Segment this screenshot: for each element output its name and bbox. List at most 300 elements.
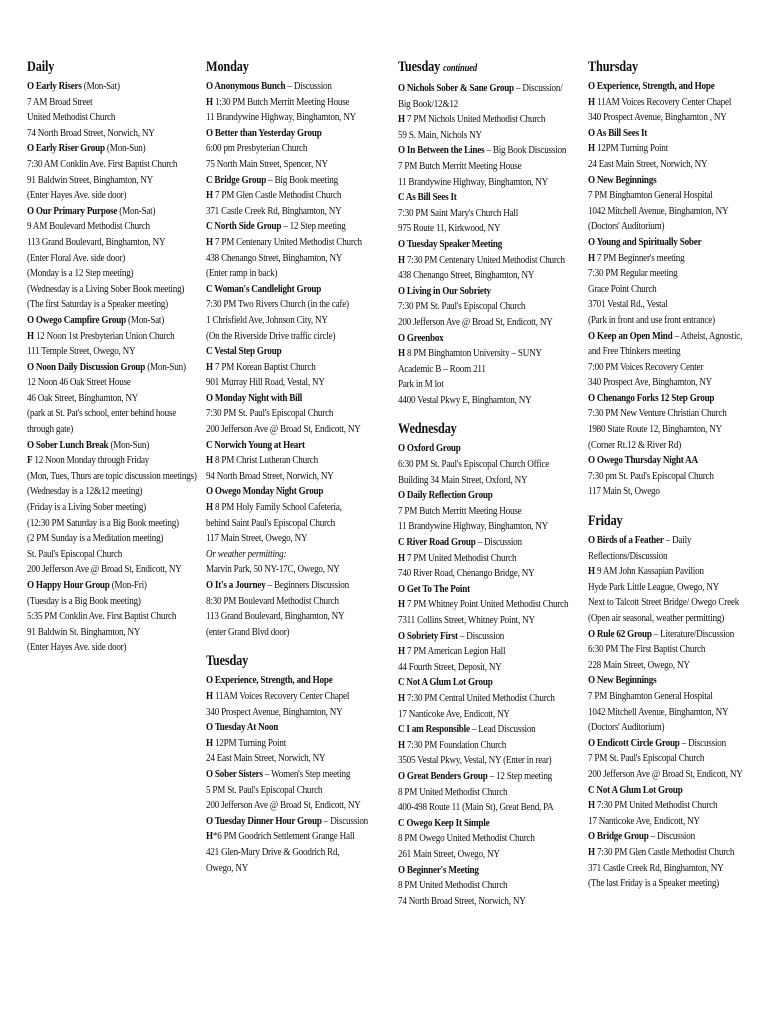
detail-text: 46 Oak Street, Binghamton, NY: [27, 392, 139, 404]
meeting-name: H: [588, 846, 595, 858]
schedule-line: [398, 206, 556, 222]
meeting-name: C Owego Keep It Simple: [398, 817, 490, 829]
schedule-line: [27, 578, 182, 594]
detail-text: 8 PM Binghamton University – SUNY: [404, 348, 542, 360]
detail-text: 200 Jefferson Ave @ Broad St, Endicott, NY: [27, 564, 182, 576]
detail-text: 740 River Road, Chenango Bridge, NY: [398, 568, 535, 580]
schedule-line: [206, 297, 368, 313]
detail-text: 11AM Voices Recovery Center Chapel: [212, 690, 350, 702]
detail-text: Reflections/Discussion: [588, 550, 668, 562]
meeting-name: H: [398, 739, 405, 751]
meeting-name: H: [398, 692, 405, 704]
schedule-line: [206, 736, 368, 752]
schedule-line: [206, 266, 368, 282]
schedule-line: [588, 549, 736, 565]
schedule-line: [398, 519, 556, 535]
meeting-name: O Owego Thursday Night AA: [588, 455, 698, 467]
meeting-name: O Get To The Point: [398, 583, 470, 595]
schedule-line: [588, 313, 736, 329]
detail-text: 74 North Broad Street, Norwich, NY: [398, 895, 526, 907]
schedule-line: [588, 282, 736, 298]
schedule-line: [206, 705, 368, 721]
schedule-line: [588, 689, 736, 705]
schedule-line: [206, 173, 368, 189]
detail-text: through gate): [27, 424, 74, 436]
schedule-line: [588, 845, 736, 861]
meeting-name: C I am Responsible: [398, 724, 470, 736]
meeting-name: H: [588, 252, 595, 264]
schedule-line: [27, 438, 182, 454]
detail-text: 7 PM Whitney Point United Methodist Church: [404, 599, 569, 611]
detail-text: (Enter Hayes Ave. side door): [27, 642, 127, 654]
schedule-line: [588, 673, 736, 689]
detail-text: Owego, NY: [206, 862, 249, 874]
detail-text: (Tuesday is a Big Book meeting): [27, 595, 141, 607]
meeting-name: O Bridge Group: [588, 831, 649, 843]
schedule-line: [588, 453, 736, 469]
schedule-line: [27, 609, 182, 625]
schedule-line: [398, 753, 556, 769]
day-heading: [206, 58, 360, 76]
detail-text: 24 East Main Street, Norwich, NY: [206, 753, 326, 765]
schedule-line: [398, 143, 567, 159]
schedule-column-3: [398, 58, 582, 909]
schedule-line: [206, 344, 368, 360]
meeting-name: O Young and Spiritually Sober: [588, 236, 702, 248]
schedule-line: [206, 157, 368, 173]
schedule-line: [27, 516, 182, 532]
schedule-line: [27, 282, 185, 298]
detail-text: 7 PM Glen Castle Methodist Church: [212, 190, 342, 202]
detail-text: 3505 Vestal Pkwy, Vestal, NY (Enter in rear): [398, 755, 552, 767]
detail-text: 3701 Vestal Rd., Vestal: [588, 299, 668, 311]
detail-text: 6:30 PM St. Paul's Episcopal Church Office: [398, 459, 550, 471]
meeting-name: C Norwich Young at Heart: [206, 439, 305, 451]
schedule-line: [27, 562, 182, 578]
schedule-line: [398, 894, 556, 910]
detail-text: 111 Temple Street, Owego, NY: [27, 346, 136, 358]
meeting-name: H: [398, 646, 405, 658]
detail-text: 7311 Collins Street, Whitney Point, NY: [398, 615, 535, 626]
detail-text: 7:30 PM Regular meeting: [588, 268, 678, 280]
schedule-line: [27, 625, 182, 641]
schedule-line: [206, 251, 368, 267]
schedule-line: [588, 79, 736, 95]
schedule-line: [588, 406, 736, 422]
detail-text: 12 Noon Monday through Friday: [32, 455, 150, 467]
schedule-line: [206, 689, 368, 705]
schedule-line: [398, 362, 556, 378]
detail-text: 9 AM Boulevard Methodist Church: [27, 221, 150, 233]
detail-text: (Enter Hayes Ave. side door): [27, 190, 127, 202]
detail-text: (12:30 PM Saturday is a Big Book meeting): [27, 517, 179, 529]
meeting-name: O Sober Sisters: [206, 768, 263, 780]
meeting-name: H: [588, 800, 595, 812]
schedule-line: [588, 188, 736, 204]
schedule-line: [206, 469, 368, 485]
schedule-line: [206, 219, 368, 235]
schedule-line: [588, 360, 736, 376]
detail-text: (Doctors' Auditorium): [588, 722, 665, 734]
meeting-name: H: [398, 348, 405, 360]
detail-text: *6 PM Goodrich Settlement Grange Hall: [212, 831, 355, 843]
detail-text: – Women's Step meeting: [262, 768, 351, 780]
schedule-line: [588, 595, 740, 611]
schedule-line: [398, 237, 556, 253]
schedule-line: [27, 204, 182, 220]
detail-text: 7 PM Beginner's meeting: [594, 252, 685, 264]
detail-text: 1042 Mitchell Avenue, Binghamton, NY: [588, 205, 729, 217]
detail-text: 11 Brandywine Highway, Binghamton, NY: [206, 112, 357, 124]
detail-text: 438 Chenango Street, Binghamton, NY: [206, 252, 343, 264]
detail-text: 8 PM Owego United Methodist Church: [398, 833, 535, 845]
detail-text: 7 PM Binghamton General Hospital: [588, 690, 713, 702]
detail-text: (Mon-Sun): [145, 361, 186, 373]
schedule-line: [27, 173, 182, 189]
detail-text: 17 Nanticoke Ave, Endicott, NY: [588, 815, 700, 827]
detail-text: 8 PM Holy Family School Cafeteria,: [212, 502, 342, 514]
detail-text: 8 PM Christ Lutheran Church: [212, 455, 318, 467]
meeting-name: O Noon Daily Discussion Group: [27, 361, 146, 373]
detail-text: (Mon-Sun): [104, 143, 146, 155]
schedule-line: [398, 268, 556, 284]
detail-text: (Mon-Sat): [125, 314, 165, 326]
schedule-line: [27, 531, 182, 547]
meeting-name: H: [398, 552, 405, 564]
detail-text: Grace Point Church: [588, 283, 657, 295]
detail-text: 8 PM United Methodist Church: [398, 880, 508, 892]
detail-text: 1:30 PM Butch Merritt Meeting House: [212, 96, 350, 108]
detail-text: (Doctors' Auditorium): [588, 221, 665, 233]
schedule-line: [398, 566, 556, 582]
meeting-name: O Daily Reflection Group: [398, 490, 493, 502]
schedule-line: [588, 658, 736, 674]
detail-text: United Methodist Church: [27, 112, 116, 124]
schedule-line: [398, 551, 556, 567]
schedule-line: [398, 800, 556, 816]
detail-text: 44 Fourth Street, Deposit, NY: [398, 661, 502, 673]
meeting-name: H: [206, 361, 213, 373]
schedule-column-1: [27, 58, 207, 656]
detail-text: 7:30 PM New Venture Christian Church: [588, 408, 727, 420]
detail-text: – Beginners Discussion: [265, 580, 349, 591]
meeting-name: O New Beginnings: [588, 675, 657, 687]
meeting-name: O Birds of a Feather: [588, 535, 664, 547]
schedule-line: [27, 79, 182, 95]
detail-text: – Discussion: [321, 815, 369, 827]
schedule-line: [398, 597, 569, 613]
detail-text: 261 Main Street, Owego, NY: [398, 848, 500, 860]
meeting-name: O Owego Monday Night Group: [206, 486, 324, 498]
detail-text: 7 PM American Legion Hall: [404, 646, 506, 658]
day-heading-text: Tuesday: [206, 653, 249, 670]
meeting-name: H: [206, 96, 213, 108]
schedule-line: [398, 785, 556, 801]
schedule-line: [206, 422, 368, 438]
detail-text: – Discussion: [648, 831, 695, 843]
schedule-line: [27, 297, 182, 313]
detail-text: (Mon-Fri): [109, 580, 147, 591]
schedule-line: [206, 673, 368, 689]
schedule-line: [206, 391, 368, 407]
schedule-line: [398, 660, 556, 676]
detail-text: (Open air seasonal, weather permitting): [588, 613, 725, 624]
schedule-line: [588, 141, 736, 157]
schedule-line: [588, 627, 736, 643]
detail-text: – 12 Step meeting: [281, 221, 346, 233]
detail-text: (The first Saturday is a Speaker meeting): [27, 299, 168, 311]
detail-text: (Mon, Tues, Thurs are topic discussion meetings): [27, 470, 197, 482]
schedule-line: [398, 863, 556, 879]
schedule-line: [398, 175, 556, 191]
schedule-line: [206, 313, 368, 329]
meeting-name: O Chenango Forks 12 Step Group: [588, 392, 715, 404]
schedule-line: [398, 473, 556, 489]
schedule-line: [588, 767, 743, 783]
schedule-line: [27, 640, 182, 656]
detail-text: – Discussion: [475, 537, 522, 549]
detail-text: 7:30 PM Central United Methodist Church: [404, 692, 555, 704]
schedule-line: [588, 235, 736, 251]
schedule-line: [27, 110, 182, 126]
schedule-line: [398, 816, 556, 832]
detail-text: – Daily: [663, 535, 692, 547]
meeting-name: O Early Risers: [27, 81, 82, 92]
meeting-name: H: [206, 502, 213, 514]
detail-text: – Atheist, Agnostic,: [672, 330, 743, 342]
schedule-line: [27, 344, 182, 360]
detail-text: 7:30 pm St. Paul's Episcopal Church: [588, 470, 714, 482]
day-heading: [398, 58, 549, 78]
meeting-name: C Not A Glum Lot Group: [398, 677, 493, 689]
schedule-line: [206, 438, 368, 454]
schedule-line: [206, 625, 368, 641]
schedule-line: [398, 457, 556, 473]
schedule-line: [27, 329, 182, 345]
schedule-line: [398, 221, 556, 237]
detail-text: 74 North Broad Street, Norwich, NY: [27, 127, 155, 139]
meeting-name: O As Bill Sees It: [588, 127, 648, 139]
schedule-line: [206, 141, 368, 157]
schedule-line: [206, 720, 368, 736]
detail-text: 117 Main Street, Owego, NY: [206, 533, 308, 545]
schedule-column-4: [588, 58, 760, 892]
schedule-line: [588, 251, 736, 267]
schedule-line: [588, 110, 736, 126]
note-text: Or weather permitting:: [206, 548, 287, 560]
detail-text: 7 PM Binghamton General Hospital: [588, 190, 713, 202]
schedule-line: [588, 705, 736, 721]
detail-text: (Wednesday is a 12&12 meeting): [27, 486, 143, 498]
detail-text: 438 Chenango Street, Binghamton, NY: [398, 270, 535, 282]
schedule-line: [206, 861, 368, 877]
meeting-name: C As Bill Sees It: [398, 192, 457, 204]
schedule-line: [588, 469, 736, 485]
detail-text: 11 Brandywine Highway, Binghamton, NY: [398, 521, 549, 533]
meeting-name: H: [588, 96, 595, 108]
day-heading: [27, 58, 175, 76]
detail-text: Academic B – Room 211: [398, 363, 486, 375]
schedule-line: [588, 329, 743, 345]
meeting-name: C Not A Glum Lot Group: [588, 784, 683, 796]
detail-text: 1042 Mitchell Avenue, Binghamton, NY: [588, 706, 729, 718]
detail-text: 400-498 Route 11 (Main St), Great Bend, PA: [398, 802, 554, 814]
schedule-line: [206, 516, 368, 532]
schedule-line: [398, 97, 556, 113]
meeting-name: H: [206, 690, 213, 702]
schedule-line: [206, 360, 368, 376]
schedule-line: [206, 204, 368, 220]
schedule-line: [206, 188, 368, 204]
detail-text: Park in M lot: [398, 379, 444, 391]
detail-text: 7 PM Butch Merritt Meeting House: [398, 160, 522, 172]
schedule-line: [398, 691, 556, 707]
meeting-name: H: [206, 190, 213, 202]
day-heading: [588, 58, 729, 76]
meeting-name: O Experience, Strength, and Hope: [206, 675, 333, 687]
detail-text: 11 Brandywine Highway, Binghamton, NY: [398, 176, 549, 188]
detail-text: 6:00 pm Presbyterian Church: [206, 143, 308, 155]
schedule-line: [398, 284, 556, 300]
detail-text: 17 Nanticoke Ave, Endicott, NY: [398, 708, 510, 720]
detail-text: (Park in front and use front entrance): [588, 314, 715, 326]
detail-text: 59 S. Main, Nichols NY: [398, 129, 482, 141]
schedule-line: [588, 438, 736, 454]
detail-text: (park at St. Pat's school, enter behind house: [27, 408, 177, 420]
schedule-line: [588, 642, 736, 658]
schedule-line: [27, 422, 182, 438]
schedule-line: [398, 738, 556, 754]
detail-text: – Discussion: [285, 81, 332, 92]
detail-text: 1 Chrisfield Ave, Johnson City, NY: [206, 314, 328, 326]
detail-text: 7 PM Centenary United Methodist Church: [212, 236, 362, 248]
detail-text: 7 PM Korean Baptist Church: [212, 361, 316, 373]
detail-text: – Discussion: [457, 630, 505, 642]
schedule-line: [588, 484, 736, 500]
schedule-line: [588, 798, 736, 814]
detail-text: 9 AM John Kassapian Pavilion: [594, 566, 704, 578]
schedule-column-2: [206, 58, 394, 876]
detail-text: – Discussion/: [513, 83, 563, 94]
meeting-name: O Sober Lunch Break: [27, 439, 109, 451]
detail-text: 91 Baldwin St. Binghamton, NY: [27, 626, 141, 638]
meeting-name: H: [398, 114, 405, 126]
schedule-line: [398, 253, 565, 269]
detail-text: St. Paul's Episcopal Church: [27, 548, 123, 560]
schedule-line: [206, 282, 368, 298]
meeting-name: O Living in Our Sobriety: [398, 285, 491, 297]
schedule-line: [206, 783, 368, 799]
detail-text: 200 Jefferson Ave @ Broad St, Endicott, NY: [206, 424, 361, 436]
day-heading-text: Monday: [206, 59, 249, 75]
detail-text: 340 Prospect Avenue, Binghamton , NY: [588, 112, 727, 124]
detail-text: Next to Talcott Street Bridge/ Owego Creek: [588, 597, 740, 609]
schedule-line: [27, 391, 182, 407]
detail-text: 5:35 PM Conklin Ave. First Baptist Church: [27, 611, 177, 623]
detail-text: 7 PM Butch Merritt Meeting House: [398, 505, 522, 517]
schedule-line: [398, 112, 556, 128]
detail-text: 11AM Voices Recovery Center Chapel: [594, 96, 732, 108]
schedule-line: [398, 315, 556, 331]
detail-text: (Mon-Sat): [81, 81, 120, 92]
schedule-line: [27, 266, 182, 282]
schedule-line: [206, 453, 368, 469]
schedule-line: [398, 707, 556, 723]
detail-text: 7:30 PM St. Paul's Episcopal Church: [398, 301, 526, 313]
detail-text: 12PM Turning Point: [594, 143, 669, 155]
schedule-line: [206, 767, 368, 783]
day-heading-text: Wednesday: [398, 421, 457, 438]
meeting-name: O Our Primary Purpose: [27, 205, 118, 217]
schedule-line: [398, 377, 556, 393]
day-heading-text: Tuesday: [398, 59, 441, 75]
meeting-name: H: [398, 599, 405, 611]
schedule-line: [206, 798, 368, 814]
schedule-line: [206, 484, 368, 500]
schedule-line: [398, 81, 563, 97]
detail-text: (Friday is a Living Sober meeting): [27, 502, 146, 514]
schedule-line: [27, 95, 182, 111]
schedule-line: [27, 500, 182, 516]
detail-text: 901 Murray Hill Road, Vestal, NY: [206, 377, 325, 389]
detail-text: 7:30 PM Two Rivers Church (in the cafe): [206, 299, 349, 311]
schedule-line: [588, 297, 736, 313]
detail-text: 200 Jefferson Ave @ Broad St, Endicott, NY: [398, 316, 553, 328]
meeting-name: H: [206, 455, 213, 467]
schedule-line: [398, 831, 556, 847]
schedule-line: [588, 391, 736, 407]
schedule-line: [27, 360, 186, 376]
meeting-name: H: [206, 236, 213, 248]
detail-text: and Free Thinkers meeting: [588, 346, 681, 358]
meeting-name: O Rule 62 Group: [588, 628, 652, 640]
detail-text: 7:30 AM Conklin Ave. First Baptist Church: [27, 158, 178, 170]
schedule-line: [398, 878, 556, 894]
schedule-line: [398, 582, 556, 598]
meeting-name: O Tuesday Speaker Meeting: [398, 238, 503, 250]
meeting-name: C Woman's Candlelight Group: [206, 283, 322, 295]
schedule-line: [27, 594, 182, 610]
schedule-line: [206, 547, 368, 563]
detail-text: (Mon-Sun): [108, 439, 150, 451]
detail-text: 24 East Main Street, Norwich, NY: [588, 158, 708, 170]
schedule-line: [398, 488, 556, 504]
detail-text: 113 Grand Boulevard, Binghamton, NY: [206, 611, 345, 623]
meeting-name: C River Road Group: [398, 537, 476, 549]
meeting-name: O Better than Yesterday Group: [206, 127, 322, 139]
detail-text: 12 Noon 46 Oak Street House: [27, 377, 131, 389]
schedule-line: [588, 126, 736, 142]
schedule-line: [206, 609, 368, 625]
continued-label: continued: [443, 63, 478, 74]
schedule-line: [206, 531, 368, 547]
meeting-name: O Oxford Group: [398, 443, 461, 455]
detail-text: 371 Castle Creek Rd, Binghamton, NY: [588, 862, 724, 874]
schedule-line: [206, 845, 368, 861]
detail-text: 113 Grand Boulevard, Binghamton, NY: [27, 236, 166, 248]
schedule-line: [588, 95, 736, 111]
detail-text: (Enter ramp in back): [206, 268, 278, 280]
schedule-line: [206, 500, 368, 516]
meeting-name: O Greenbox: [398, 332, 444, 344]
detail-text: 75 North Main Street, Spencer, NY: [206, 158, 328, 170]
detail-text: (The last Friday is a Speaker meeting): [588, 878, 719, 890]
meeting-name: O Beginner's Meeting: [398, 864, 479, 876]
detail-text: Big Book/12&12: [398, 98, 459, 110]
meeting-name: F: [27, 455, 33, 467]
detail-text: Marvin Park, 50 NY-17C, Owego, NY: [206, 564, 340, 576]
schedule-line: [588, 720, 736, 736]
